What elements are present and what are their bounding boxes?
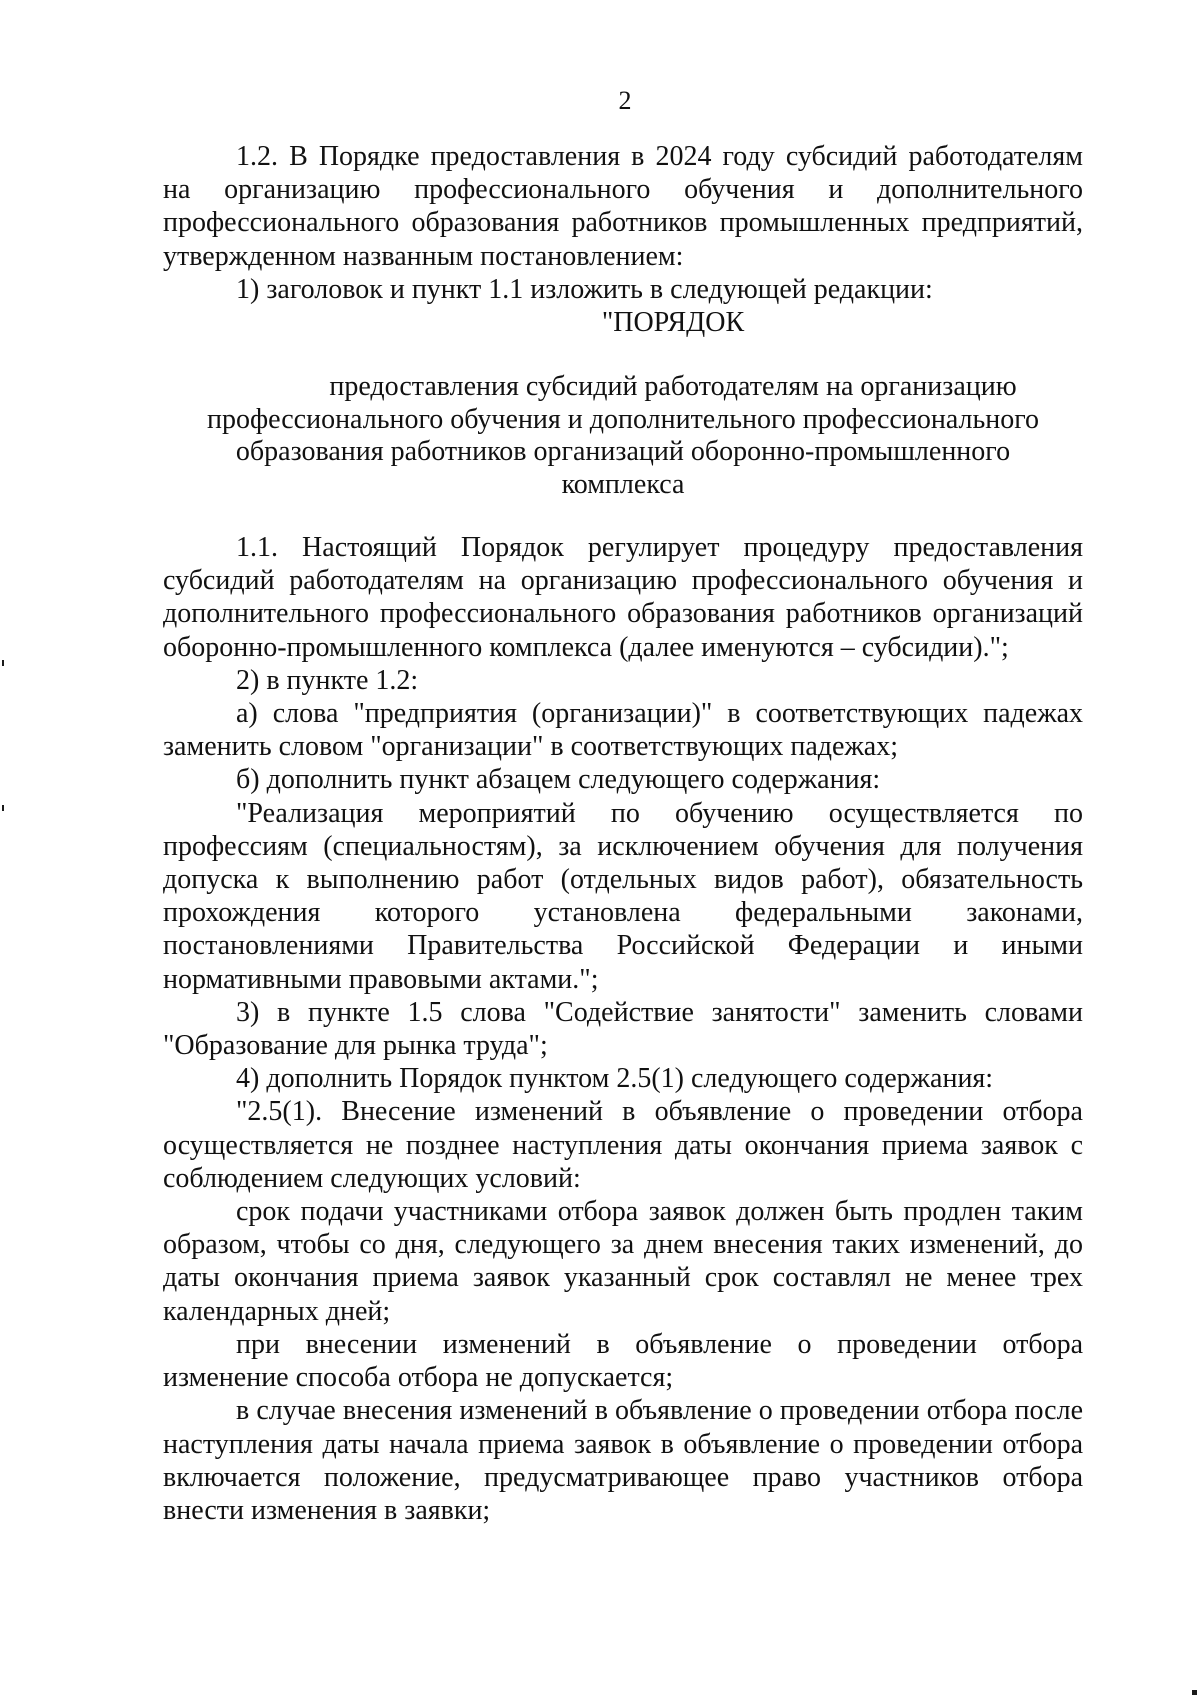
paragraph-condition-changes: в случае внесения изменений в объявление о проведении отбора после наступления даты начала приема заявок в объявление о проведении отбора включается положение, предусматривающее право участников отбора внести изменения в заявки; [163,1395,1083,1526]
paragraph-condition-deadline: срок подачи участниками отбора заявок должен быть продлен таким образом, чтобы со дня, следующего за днем внесения таких изменений, до даты окончания приема заявок указанный срок составлял не менее трех календарных дней; [163,1196,1083,1327]
paragraph-item-2: 2) в пункте 1.2: [236,664,419,696]
subtitle-line: образования работников организаций оборонно-промышленного [235,436,1011,468]
paragraph-item-2a: а) слова "предприятия (организации)" в соответствующих падежах заменить словом "организации" в соответствующих падежах; [163,698,1083,763]
scan-edge-mark [1192,1690,1197,1695]
paragraph-1-1: 1.1. Настоящий Порядок регулирует процедуру предоставления субсидий работодателям на организацию профессионального обучения и дополнительного профессионального образования работников организаций оборонно-промышленного комплекса (далее именуются – субсидии)."; [163,532,1083,663]
paragraph-item-3: 3) в пункте 1.5 слова "Содействие занятости" заменить словами "Образование для рынка труда"; [163,996,1083,1062]
document-body [163,140,1083,1527]
document-subtitle [163,371,1083,501]
document-title: "ПОРЯДОК [601,307,745,339]
page-number: 2 [618,86,632,115]
subtitle-line: предоставления субсидий работодателям на организацию [329,371,1017,403]
paragraph-item-4: 4) дополнить Порядок пунктом 2.5(1) следующего содержания: [236,1063,994,1095]
paragraph-condition-method: при внесении изменений в объявление о проведении отбора изменение способа отбора не допускается; [163,1328,1083,1394]
paragraph-2-5-1: "2.5(1). Внесение изменений в объявление о проведении отбора осуществляется не позднее наступления даты окончания приема заявок с соблюдением следующих условий: [163,1096,1083,1194]
scan-edge-mark [2,660,4,666]
paragraph-item-1: 1) заголовок и пункт 1.1 изложить в следующей редакции: [236,273,933,305]
scan-edge-mark [2,805,4,811]
paragraph-quote-realization: "Реализация мероприятий по обучению осуществляется по профессиям (специальностям), за исключением обучения для получения допуска к выполнению работ (отдельных видов работ), обязательность прохождения которого установлена федеральными законами, постановлениями Правительства Российской Федерации и иными нормативными правовыми актами."; [163,797,1083,995]
subtitle-line: комплекса [561,468,685,500]
subtitle-line: профессионального обучения и дополнительного профессионального [206,403,1040,435]
paragraph-1-2-intro: 1.2. В Порядке предоставления в 2024 году субсидий работодателям на организацию профессионального обучения и дополнительного профессионального образования работников промышленных предприятий, утвержденном названным постановлением: [163,141,1083,272]
paragraph-item-2b: б) дополнить пункт абзацем следующего содержания: [236,764,881,796]
